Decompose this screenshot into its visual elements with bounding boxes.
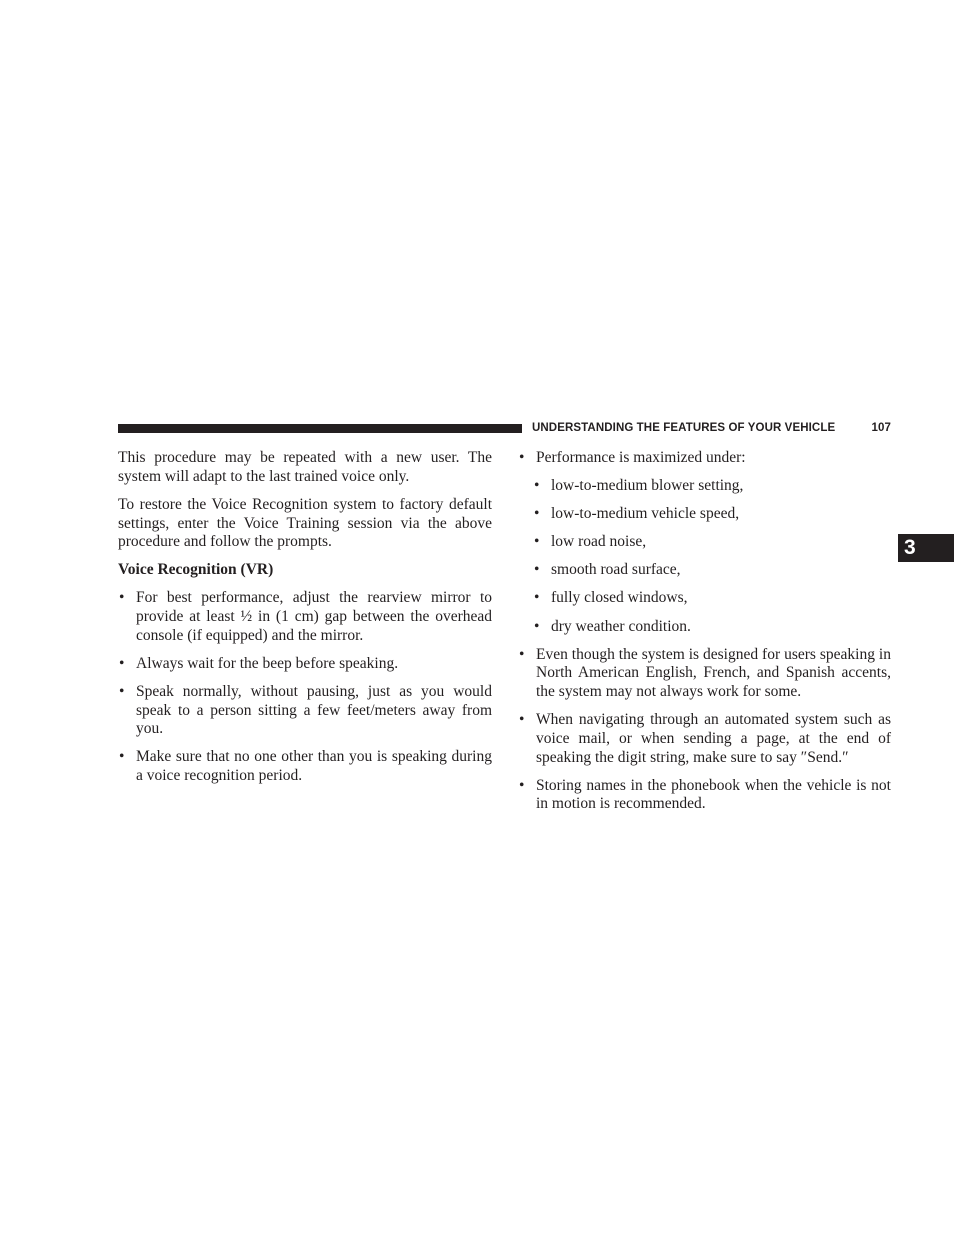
paragraph-repeat-procedure: This procedure may be repeated with a new user. The system will adapt to the last trained voice only. bbox=[118, 449, 492, 485]
vr-performance-list bbox=[518, 449, 891, 814]
list-item: • Even though the system is designed for users speaking in North American English, French, and Spanish accents, the system may not always work for some. bbox=[518, 646, 891, 702]
page-number: 107 bbox=[871, 422, 891, 434]
sub-list-item: • smooth road surface, bbox=[533, 561, 891, 580]
vr-tips-list bbox=[118, 589, 492, 786]
right-column bbox=[518, 449, 891, 823]
running-header bbox=[532, 420, 891, 436]
header-rule bbox=[118, 424, 522, 433]
paragraph-restore-defaults: To restore the Voice Recognition system to factory default settings, enter the Voice Training session via the above procedure and follow the prompts. bbox=[118, 495, 492, 551]
list-item: • Performance is maximized under: bbox=[518, 449, 891, 468]
list-item: • For best performance, adjust the rearview mirror to provide at least ½ in (1 cm) gap between the overhead console (if equipped) and the mirror. bbox=[118, 589, 492, 645]
list-item: • When navigating through an automated system such as voice mail, or when sending a page, at the end of speaking the digit string, make sure to say ″Send.″ bbox=[518, 711, 891, 767]
list-item: • Always wait for the beep before speaking. bbox=[118, 655, 492, 674]
list-item: • Storing names in the phonebook when the vehicle is not in motion is recommended. bbox=[518, 777, 891, 814]
left-column bbox=[118, 449, 492, 795]
sub-list-item: • low road noise, bbox=[533, 533, 891, 552]
sub-list-item: • dry weather condition. bbox=[533, 618, 891, 637]
section-title: UNDERSTANDING THE FEATURES OF YOUR VEHICLE bbox=[532, 422, 836, 434]
list-item: • Make sure that no one other than you is speaking during a voice recognition period. bbox=[118, 748, 492, 785]
sub-list-item: • low-to-medium vehicle speed, bbox=[533, 505, 891, 524]
list-item: • Speak normally, without pausing, just as you would speak to a person sitting a few feet/meters away from you. bbox=[118, 683, 492, 739]
chapter-tab: 3 bbox=[898, 534, 954, 562]
sub-list-item: • fully closed windows, bbox=[533, 589, 891, 608]
section-heading-voice-recognition: Voice Recognition (VR) bbox=[118, 561, 274, 579]
sub-list-item: • low-to-medium blower setting, bbox=[533, 477, 891, 496]
